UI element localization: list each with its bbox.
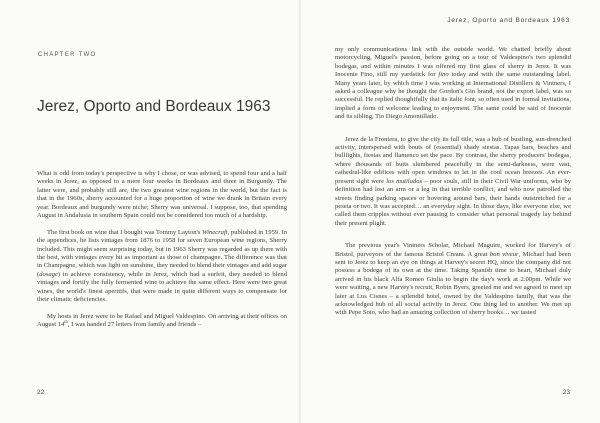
text-run: , I was handed 27 letters from family and friends –: [67, 321, 202, 329]
left-body-text: [37, 170, 287, 330]
italic-text: fino: [438, 71, 449, 79]
text-run: The first book on wine that I bought was Tommy Layton's: [47, 228, 202, 236]
italic-text: dosage: [39, 270, 58, 278]
paragraph: [335, 242, 571, 318]
italic-text: Winecraft: [202, 228, 228, 236]
running-head: Jerez, Oporto and Bordeaux 1963: [447, 17, 570, 24]
chapter-title: Jerez, Oporto and Bordeaux 1963: [37, 98, 271, 115]
paragraph: [335, 136, 571, 228]
text-run: ) to achieve consistency, while in Jerez, which had a surfeit, they needed to blend vintages and fortify the fully fermented wine to achieve the same effect. Here were two great wines, the world's finest aperitifs, that were made in quite different ways to compensate for their climatic deficiencies.: [37, 270, 287, 304]
page-number: 23: [562, 389, 570, 396]
italic-text: bon viveur: [489, 250, 519, 258]
text-run: my only communications link with the outside world. We chatted briefly about motorcycling, Miguel's passion, before going on a tour of Valdespino's two splendid bodegas, and within minutes I was offered my first glass of sherry in Jerez. It was Inocente Fino, still my yardstick for: [335, 46, 571, 79]
text-run: Jerez de la Frontera, to give the city its full title, was a hub of bustling, sun-drenched activity, interspersed with bouts of (essential) shady siestas. Tapas bars, beaches and bullfights, fiestas and flamenco set the pace. By contrast, the sherry producers' bodegas, where thousands of butts slumbered peacefully in the semi-darkness, were vast, cathedral-like edifices with open windows to let in the cool ocean breezes. An ever-present sight were: [335, 135, 571, 185]
right-body-text: [335, 46, 571, 318]
text-run: – poor souls, still in their Civil War uniforms, who by definition had lost an arm or a leg in that terrible conflict, and who now patrolled the streets finding parking spaces or hovering around bars, their hands outstretched for a peseta or two. It was accepted… an everyday sight. In those days, like everyone else, we called them cripples without ever pausing to consider what personal tragedy lay behind their present plight.: [335, 177, 572, 227]
page-number: 22: [37, 389, 45, 396]
paragraph: [37, 313, 287, 330]
superscript: th: [64, 319, 68, 325]
paragraph: What is odd from today's perspective is why I chose, or was advised, to spend four and a half weeks in Jerez, as opposed to a mere four weeks in Bordeaux and three in Burgundy. The latter were, and probably still are, the two greatest wine regions in the world, but the fact is that in the 1960s, sherry accounted for a huge proportion of wine we drank in Britain every year. Bordeaux and burgundy were niche; Sherry was universal. I suppose, too, that spending August in Andalusia in southern Spain could not be considered too much of a hardship.: [37, 170, 287, 220]
text-run: My hosts in Jerez were to be Rafael and Miguel Valdespino. On arriving at their offices on August 14: [37, 312, 287, 329]
text-run: today and with the same outstanding label. Many years later, by which time I was working at International Distillers & Vintners, I asked a colleague why he thought the Gordon's Gin brand, not the export label, was so successful. He replied thoughtfully that its italic font, so often used in formal invitations, implied a form of welcome leading to enjoyment. The same could be said of Inocente and its sibling, Tio Diego Amontillado.: [335, 71, 571, 121]
chapter-label: CHAPTER TWO: [38, 52, 97, 58]
text-run: The previous year's Vintners Scholar, Michael Maguire, worked for Harvey's of Bristol, purveyors of the famous Bristol Cream. A great: [335, 242, 571, 258]
text-run: , published in 1959. In the appendices, he lists vintages from 1876 to 1958 for seven European wine regions, Sherry included. This might seem surprising today, but in 1963 Sherry was regarded as up there with the best, with vintages every bit as important as those of champagne. The difference was that in Champagne, which was light on sunshine, they needed to blend their vintages and add sugar (: [37, 228, 287, 278]
right-page: [301, 0, 600, 423]
italic-text: los mutilados: [386, 177, 423, 185]
paragraph: [37, 229, 287, 305]
paragraph: [335, 46, 571, 122]
text-run: , Michael had been sent to Jerez to keep an eye on things at Harvey's secret HQ, since the company did not possess a bodega of its own at the time. Taking Spanish time to heart, Michael duly arrived in his black Alfa Romeo Giulia to begin the day's work at 2.00pm. While we were waiting, a new Harvey's recruit, Robin Byers, greeted me and we agreed to meet up later at Los Cisnes – a splendid hotel, owned by the Valdespino family, that was the acknowledged hub of all social activity in Jerez. One thing led to another. We met up with Pepe Soto, who had an amazing collection of sherry books… we tasted: [335, 250, 572, 317]
